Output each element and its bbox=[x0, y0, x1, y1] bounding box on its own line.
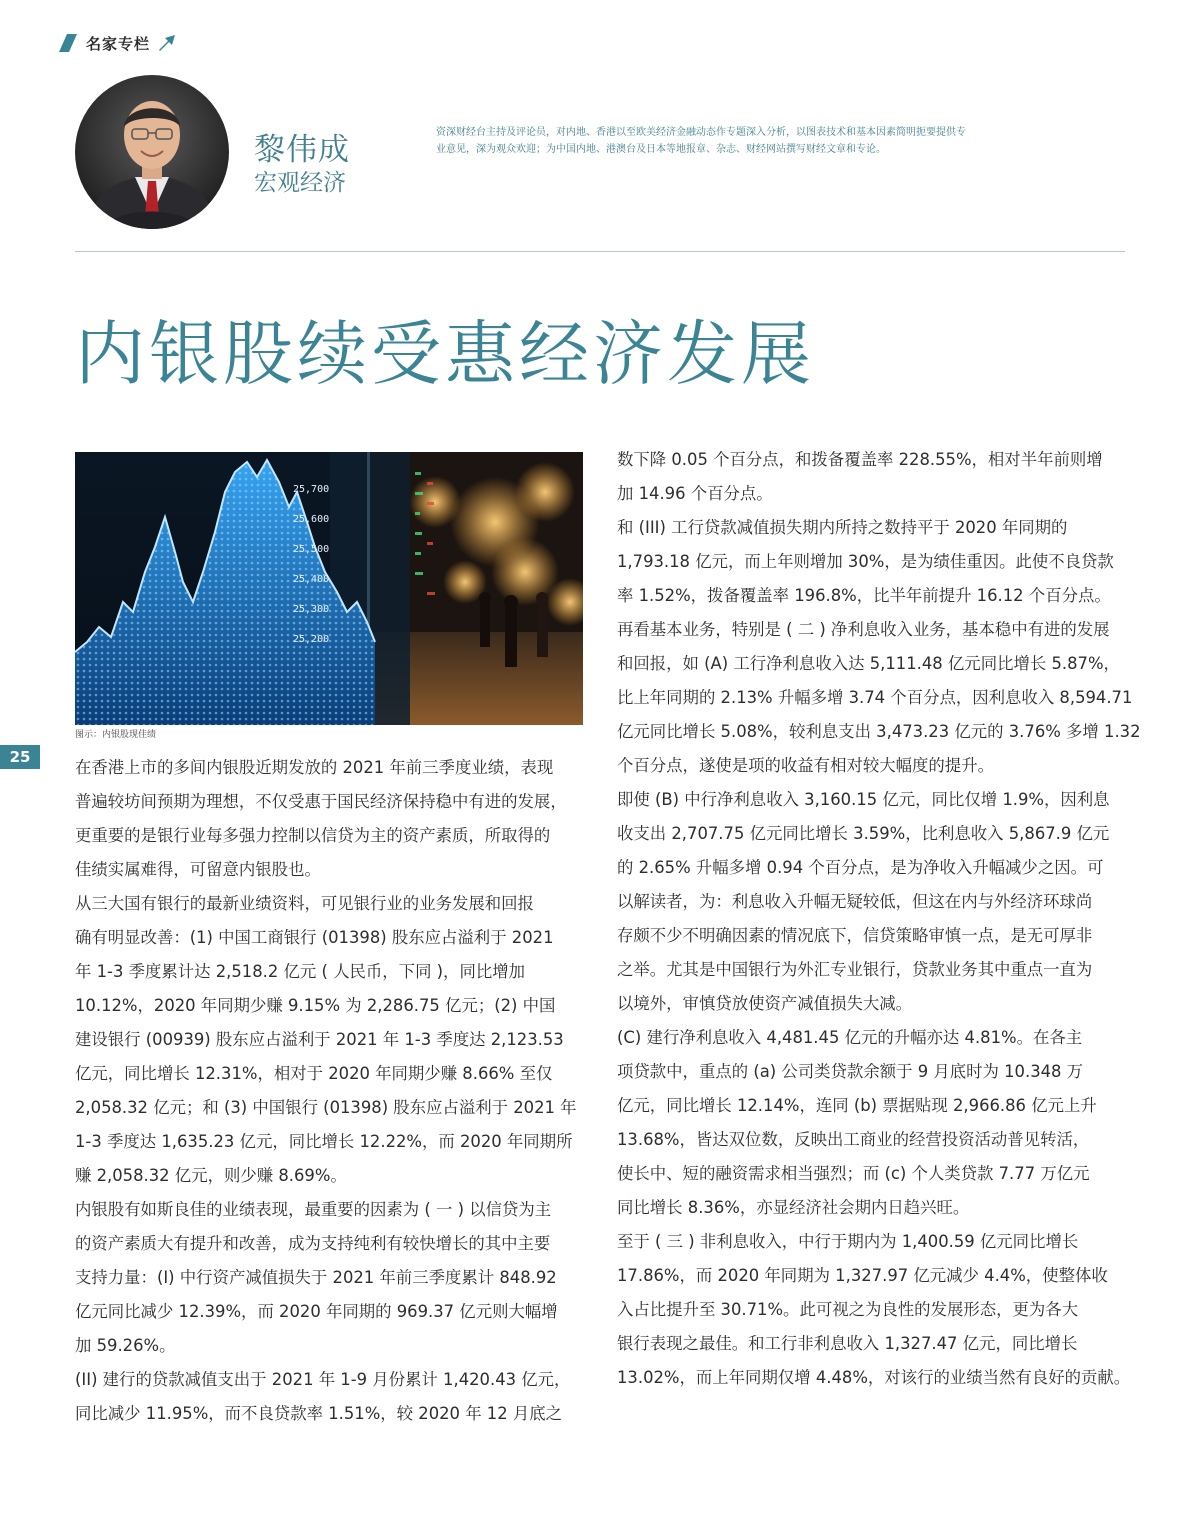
text-line: 2,058.32 亿元；和 (3) 中国银行 (01398) 股东应占溢利于 2021 年 bbox=[75, 1098, 577, 1117]
text-line: 使长中、短的融资需求相当强烈；而 (c) 个人类贷款 7.77 万亿元 bbox=[617, 1164, 1090, 1183]
author-avatar bbox=[75, 75, 229, 229]
text-line: 和回报，如 (A) 工行净利息收入达 5,111.48 亿元同比增长 5.87%， bbox=[617, 654, 1120, 673]
text-line: 确有明显改善：(1) 中国工商银行 (01398) 股东应占溢利于 2021 bbox=[75, 928, 554, 947]
text-line: 入占比提升至 30.71%。此可视之为良性的发展形态，更为各大 bbox=[617, 1300, 1079, 1319]
text-line: 佳绩实属难得，可留意内银股也。 bbox=[75, 860, 321, 879]
author-bio-line: 资深财经台主持及评论员，对内地、香港以至欧美经济金融动态作专题深入分析，以图表技术和基本因素简明扼要提供专 bbox=[436, 127, 966, 138]
text-line: 加 59.26%。 bbox=[75, 1336, 176, 1355]
chart-tick-label: 25,700 bbox=[293, 484, 330, 495]
text-line: 1,793.18 亿元，而上年则增加 30%，是为绩佳重因。此使不良贷款 bbox=[617, 552, 1114, 571]
text-line: 亿元同比增长 5.08%，较利息支出 3,473.23 亿元的 3.76% 多增 1.32 bbox=[617, 722, 1141, 741]
text-line: 以解读者，为：利息收入升幅无疑较低，但这在内与外经济环球尚 bbox=[617, 892, 1093, 911]
slash-logo-icon bbox=[58, 33, 78, 53]
text-line: 支持力量：(I) 中行资产减值损失于 2021 年前三季度累计 848.92 bbox=[75, 1268, 557, 1287]
stock-street-photo bbox=[75, 452, 583, 725]
article-column-right bbox=[617, 443, 1141, 1395]
text-line: 内银股有如斯良佳的业绩表现，最重要的因素为 ( 一 ) 以信贷为主 bbox=[75, 1200, 552, 1219]
text-line: 13.02%，而上年同期仅增 4.48%，对该行的业绩当然有良好的贡献。 bbox=[617, 1368, 1131, 1387]
text-line: 加 14.96 个百分点。 bbox=[617, 484, 773, 503]
text-line: 17.86%，而 2020 年同期为 1,327.97 亿元减少 4.4%，使整体收 bbox=[617, 1266, 1108, 1285]
text-line: 银行表现之最佳。和工行非利息收入 1,327.47 亿元，同比增长 bbox=[617, 1334, 1078, 1353]
text-line: 亿元，同比增长 12.31%，相对于 2020 年同期少赚 8.66% 至仅 bbox=[75, 1064, 553, 1083]
text-line: 存颇不少不明确因素的情况底下，信贷策略审慎一点，是无可厚非 bbox=[617, 926, 1093, 945]
text-line: 的 2.65% 升幅多增 0.94 个百分点，是为净收入升幅减少之因。可 bbox=[617, 858, 1104, 877]
author-bio-line: 业意见，深为观众欢迎；为中国内地、港澳台及日本等地报章、杂志、财经网站撰写财经文章和专论。 bbox=[436, 144, 886, 155]
author-portrait bbox=[75, 75, 229, 229]
chart-tick-label: 25,400 bbox=[293, 574, 330, 585]
text-line: 1-3 季度达 1,635.23 亿元，同比增长 12.22%，而 2020 年同期所 bbox=[75, 1132, 573, 1151]
article-column-left bbox=[75, 751, 583, 1431]
text-line: 10.12%，2020 年同期少赚 9.15% 为 2,286.75 亿元；(2) 中国 bbox=[75, 996, 556, 1015]
text-line: 更重要的是银行业每多强力控制以信贷为主的资产素质，所取得的 bbox=[75, 826, 551, 845]
section-header bbox=[58, 30, 176, 56]
chart-tick-label: 25,500 bbox=[293, 544, 330, 555]
arrow-up-right-icon bbox=[156, 33, 176, 53]
text-line: 的资产素质大有提升和改善，成为支持纯利有较快增长的其中主要 bbox=[75, 1234, 551, 1253]
text-line: 在香港上市的多间内银股近期发放的 2021 年前三季度业绩，表现 bbox=[75, 758, 554, 777]
text-line: 项贷款中，重点的 (a) 公司类贷款余额于 9 月底时为 10.348 万 bbox=[617, 1062, 1084, 1081]
header-divider bbox=[75, 251, 1125, 252]
text-line: 赚 2,058.32 亿元，则少赚 8.69%。 bbox=[75, 1166, 347, 1185]
text-line: 13.68%，皆达双位数，反映出工商业的经营投资活动普见转活， bbox=[617, 1130, 1090, 1149]
text-line: 收支出 2,707.75 亿元同比增长 3.59%，比利息收入 5,867.9 亿元 bbox=[617, 824, 1110, 843]
chart-tick-label: 25,200 bbox=[293, 634, 330, 645]
text-line: 即使 (B) 中行净利息收入 3,160.15 亿元，同比仅增 1.9%，因利息 bbox=[617, 790, 1110, 809]
text-line: 建设银行 (00939) 股东应占溢利于 2021 年 1-3 季度达 2,123.53 bbox=[75, 1030, 564, 1049]
text-line: 率 1.52%，拨备覆盖率 196.8%，比半年前提升 16.12 个百分点。 bbox=[617, 586, 1111, 605]
text-line: 亿元同比减少 12.39%，而 2020 年同期的 969.37 亿元则大幅增 bbox=[75, 1302, 558, 1321]
author-name: 黎伟成 bbox=[254, 132, 350, 168]
text-line: 比上年同期的 2.13% 升幅多增 3.74 个百分点，因利息收入 8,594.71 bbox=[617, 688, 1133, 707]
text-line: 同比增长 8.36%，亦显经济社会期内日趋兴旺。 bbox=[617, 1198, 970, 1217]
text-line: 数下降 0.05 个百分点，和拨备覆盖率 228.55%，相对半年前则增 bbox=[617, 450, 1103, 469]
image-caption: 图示：内银股现佳绩 bbox=[75, 730, 157, 740]
text-line: 普遍较坊间预期为理想，不仅受惠于国民经济保持稳中有进的发展， bbox=[75, 792, 567, 811]
author-column: 宏观经济 bbox=[254, 170, 346, 196]
article-image bbox=[75, 452, 583, 725]
article-title: 内银股续受惠经济发展 bbox=[75, 313, 815, 395]
text-line: 个百分点，遂使是项的收益有相对较大幅度的提升。 bbox=[617, 756, 994, 775]
text-line: (II) 建行的贷款减值支出于 2021 年 1-9 月份累计 1,420.43 亿元， bbox=[75, 1370, 571, 1389]
section-label: 名家专栏 bbox=[86, 34, 151, 53]
chart-tick-label: 25,600 bbox=[293, 514, 330, 525]
author-bio bbox=[436, 124, 1004, 158]
text-line: (C) 建行净利息收入 4,481.45 亿元的升幅亦达 4.81%。在各主 bbox=[617, 1028, 1083, 1047]
text-line: 至于 ( 三 ) 非利息收入，中行于期内为 1,400.59 亿元同比增长 bbox=[617, 1232, 1079, 1251]
text-line: 亿元，同比增长 12.14%，连同 (b) 票据贴现 2,966.86 亿元上升 bbox=[617, 1096, 1097, 1115]
text-line: 同比减少 11.95%，而不良贷款率 1.51%，较 2020 年 12 月底之 bbox=[75, 1404, 563, 1423]
page-number: 25 bbox=[0, 745, 40, 769]
text-line: 之举。尤其是中国银行为外汇专业银行，贷款业务其中重点一直为 bbox=[617, 960, 1093, 979]
text-line: 以境外，审慎贷放使资产减值损失大减。 bbox=[617, 994, 913, 1013]
chart-tick-label: 25,300 bbox=[293, 604, 330, 615]
text-line: 和 (III) 工行贷款减值损失期内所持之数持平于 2020 年同期的 bbox=[617, 518, 1068, 537]
text-line: 再看基本业务，特别是 ( 二 ) 净利息收入业务，基本稳中有进的发展 bbox=[617, 620, 1110, 639]
text-line: 从三大国有银行的最新业绩资料，可见银行业的业务发展和回报 bbox=[75, 894, 534, 913]
text-line: 年 1-3 季度累计达 2,518.2 亿元 ( 人民币，下同 )，同比增加 bbox=[75, 962, 526, 981]
